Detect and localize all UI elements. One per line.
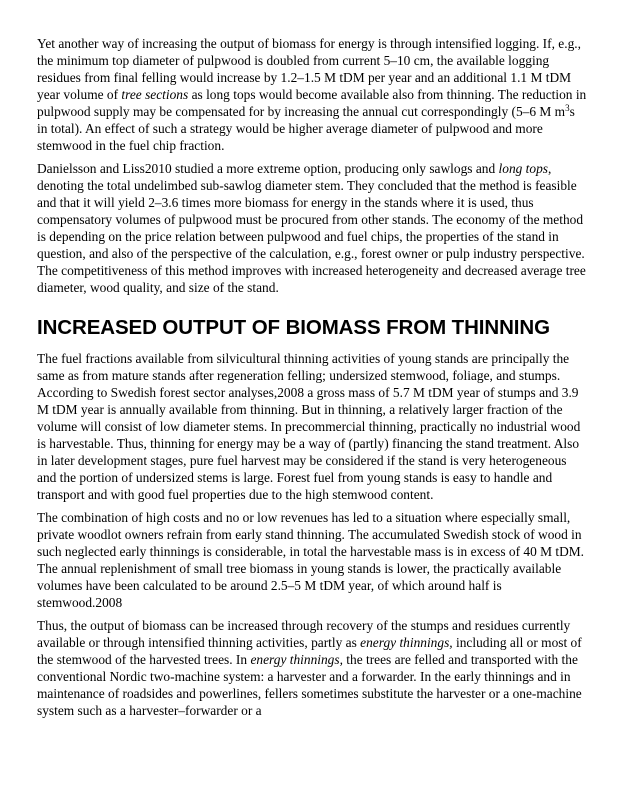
text-segment: as long tops would become available also from thinning. The reduction in pulpwood supply may be compensated for by increasing the annual cut correspondingly (5–6 M m [37,87,587,119]
text-segment: The fuel fractions available from silvicultural thinning activities of young stands are principally the same as from mature stands after regeneration felling; undersized stemwood, foliage, and stumps. According to Swedish forest sector analyses,2008 a gross mass of 5.7 M tDM year of stumps and 3.9 M tDM year is annually available from thinning. But in thinning, a relatively larger fraction of the volume will consist of low diameter stems. In precommercial thinning, practically no industrial wood is harvestable. Thus, thinning for energy may be a way of (partly) financing the stand treatment. Also in later development stages, pure fuel harvest may be considered if the stand is very heterogeneous and the portion of undersized stems is large. Forest fuel from young stands is easy to handle and transport and with good fuel properties due to the high stemwood content. [37,351,581,502]
italic-term-long-tops: long tops [498,161,549,176]
paragraph-energy-thinnings [37,617,587,719]
text-segment: Danielsson and Liss2010 studied a more extreme option, producing only sawlogs and [37,161,499,176]
text-segment: The combination of high costs and no or low revenues has led to a situation where especially small, private woodlot owners refrain from early stand thinning. The accumulated Swedish stock of wood in such neglected early thinnings is considerable, in total the harvestable mass is in excess of 40 M tDM. The annual replenishment of small tree biomass in young stands is lower, the practically available volumes have been calculated to be around 2.5–5 M tDM year, of which around half is stemwood.2008 [37,510,585,610]
text-segment: Yet another way of increasing the output of biomass for energy is through intensified logging. If, e.g., the minimum top diameter of pulpwood is doubled from current 5–10 cm, the available logging residues from final felling would increase by 1.2–1.5 M tDM per year and an additional 1.1 M tDM year volume of [37,36,581,102]
superscript-cubic: 3 [565,103,570,113]
text-segment: the trees are felled and transported with the conventional Nordic two-machine system: a harvester and a forwarder. In the early thinnings and in maintenance of roadsides and powerlines, fellers sometimes substitute the harvester or a one-machine system such as a harvester–forwarder or a [37,652,582,718]
document-page [37,35,587,725]
paragraph-logging-intensification [37,35,587,154]
paragraph-fuel-fractions [37,350,587,503]
section-heading: INCREASED OUTPUT OF BIOMASS FROM THINNING [37,316,550,339]
text-segment: Thus, the output of biomass can be increased through recovery of the stumps and residues currently available or through intensified thinning activities, partly as [37,618,571,650]
italic-term-tree-sections: tree sections [121,87,189,102]
paragraph-neglected-thinnings [37,509,587,611]
text-segment: s in total). An effect of such a strategy would be higher average diameter of pulpwood and more stemwood in the fuel chip fraction. [37,104,575,153]
italic-term-energy-thinnings: energy thinnings, [250,652,343,667]
text-segment: , denoting the total undelimbed sub-sawlog diameter stem. They concluded that the method is feasible and that it will yield 2–3.6 times more biomass for energy in the stands where it is used, thus compensatory volumes of pulpwood must be procured from other stands. The economy of the method is depending on the price relation between pulpwood and fuel chips, the properties of the stand in question, and also of the perspective of the calculation, e.g., forest owner or pulp industry perspective. The competitiveness of this method improves with increased heterogeneity and decreased average tree diameter, wood quality, and size of the stand. [37,161,586,295]
text-segment: including all or most of the stemwood of the harvested trees. In [37,635,582,667]
paragraph-long-tops-study [37,160,587,296]
italic-term-energy-thinnings: energy thinnings, [360,635,453,650]
